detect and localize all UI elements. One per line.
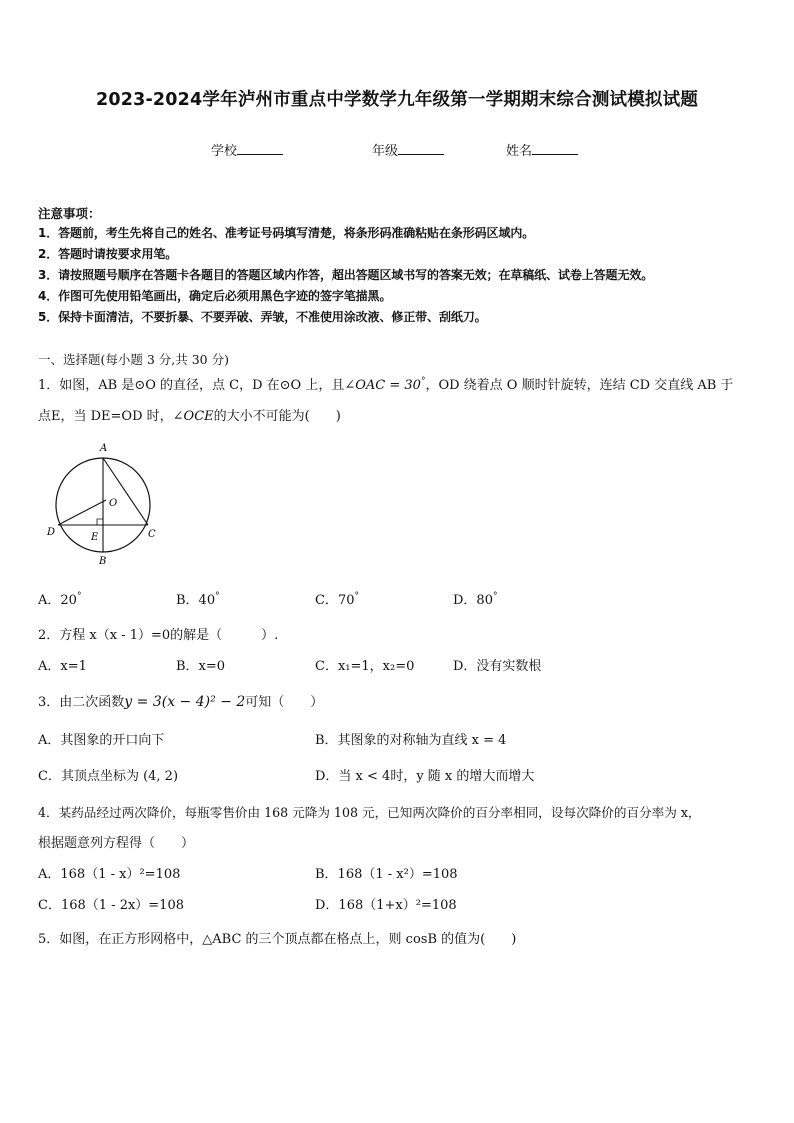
q3-option-b[interactable]: B．其图象的对称轴为直线 x = 4 [315, 733, 507, 748]
label-o: O [109, 498, 118, 509]
page-title: 2023-2024学年泸州市重点中学数学九年级第一学期期末综合测试模拟试题 [95, 90, 699, 110]
name-field [506, 140, 578, 159]
q1-text-d: 的大小不可能为( ) [213, 409, 341, 424]
q3-option-c[interactable]: C．其顶点坐标为 (4, 2) [38, 769, 179, 784]
label-d: D [47, 527, 56, 538]
q1-angle: ∠OAC = 30 [344, 378, 421, 393]
note-item: 4．作图可先使用铅笔画出，确定后必须用黑色字迹的签字笔描黑。 [38, 289, 392, 303]
right-angle-mark [97, 519, 103, 525]
q3-text-a: 3．由二次函数 [38, 695, 125, 710]
q1-option-d[interactable] [453, 589, 497, 608]
q1-circle-figure [38, 438, 168, 572]
q2-option-b[interactable]: B．x=0 [176, 659, 226, 674]
q3-option-a[interactable]: A．其图象的开口向下 [38, 733, 165, 748]
q4-option-a[interactable]: A．168（1 - x）²=108 [38, 867, 181, 882]
q1-angle-deg: ° [420, 376, 426, 387]
q1-option-a[interactable] [38, 589, 81, 608]
q1-option-a-text: A．20 [38, 593, 77, 608]
section-heading: 一、选择题(每小题 3 分,共 30 分) [38, 352, 229, 367]
q3-text-b: 可知（ ） [245, 695, 324, 710]
q1-angle2: ∠OCE [172, 409, 214, 424]
degree-sign: ° [354, 591, 359, 602]
segment-od [58, 500, 106, 525]
q4-line2: 根据题意列方程得（ ） [38, 836, 195, 851]
grade-blank [398, 142, 444, 155]
segment-ac [103, 458, 148, 525]
q1-option-b-text: B．40 [176, 593, 216, 608]
school-label: 学校 [211, 144, 238, 159]
grade-field [372, 140, 444, 159]
q1-circle-svg [38, 438, 168, 568]
school-blank [237, 142, 283, 155]
q1-line2 [38, 405, 341, 424]
label-b: B [99, 556, 107, 567]
q5-text: 5．如图，在正方形网格中，△ABC 的三个顶点都在格点上，则 cosB 的值为( ) [38, 932, 517, 947]
q1-text-c: 点E，当 DE=OD 时， [38, 409, 173, 424]
name-label: 姓名 [506, 144, 533, 159]
degree-sign: ° [76, 591, 82, 602]
q4-option-b[interactable]: B．168（1 - x²）=108 [315, 867, 458, 882]
note-item: 2．答题时请按要求用笔。 [38, 247, 178, 261]
q2-option-c[interactable]: C．x₁=1，x₂=0 [315, 659, 415, 674]
q3-formula: y = 3(x − 4)² − 2 [124, 694, 246, 710]
q3-line [38, 691, 323, 710]
q1-option-c[interactable] [315, 589, 359, 608]
note-item: 5．保持卡面清洁，不要折暴、不要弄破、弄皱，不准使用涂改液、修正带、刮纸刀。 [38, 310, 487, 324]
q1-option-c-text: C．70 [315, 593, 355, 608]
q4-line1: 4．某药品经过两次降价，每瓶零售价由 168 元降为 108 元，已知两次降价的百分率相同，设每次降价的百分率为 x， [38, 805, 701, 820]
q1-option-b[interactable] [176, 589, 220, 608]
q4-option-d[interactable]: D．168（1+x）²=108 [315, 898, 457, 913]
q1-text-b: ，OD 绕着点 O 顺时针旋转，连结 CD 交直线 AB 于 [425, 378, 734, 393]
label-a: A [100, 443, 108, 454]
q2-option-a[interactable]: A．x=1 [38, 659, 87, 674]
name-blank [532, 142, 578, 155]
grade-label: 年级 [372, 144, 399, 159]
q1-text-a: 1．如图，AB 是⊙O 的直径，点 C，D 在⊙O 上，且 [38, 378, 345, 393]
q4-option-c[interactable]: C．168（1 - 2x）=108 [38, 898, 184, 913]
label-c: C [148, 529, 156, 540]
degree-sign: ° [492, 591, 498, 602]
q2-text: 2．方程 x（x - 1）=0的解是（ ）. [38, 628, 279, 643]
label-e: E [91, 532, 99, 543]
degree-sign: ° [215, 591, 220, 602]
note-item: 1．答题前，考生先将自己的姓名、准考证号码填写清楚，将条形码准确粘贴在条形码区域内。 [38, 226, 535, 240]
q3-option-d[interactable]: D．当 x < 4时，y 随 x 的增大而增大 [315, 769, 535, 784]
q1-option-d-text: D．80 [453, 593, 493, 608]
notes-heading: 注意事项： [38, 206, 101, 221]
q1-line1 [38, 374, 733, 393]
school-field [211, 140, 283, 159]
q2-option-d[interactable]: D．没有实数根 [453, 659, 542, 674]
note-item: 3．请按照题号顺序在答题卡各题目的答题区域内作答，超出答题区域书写的答案无效；在草稿纸、试卷上答题无效。 [38, 268, 654, 282]
